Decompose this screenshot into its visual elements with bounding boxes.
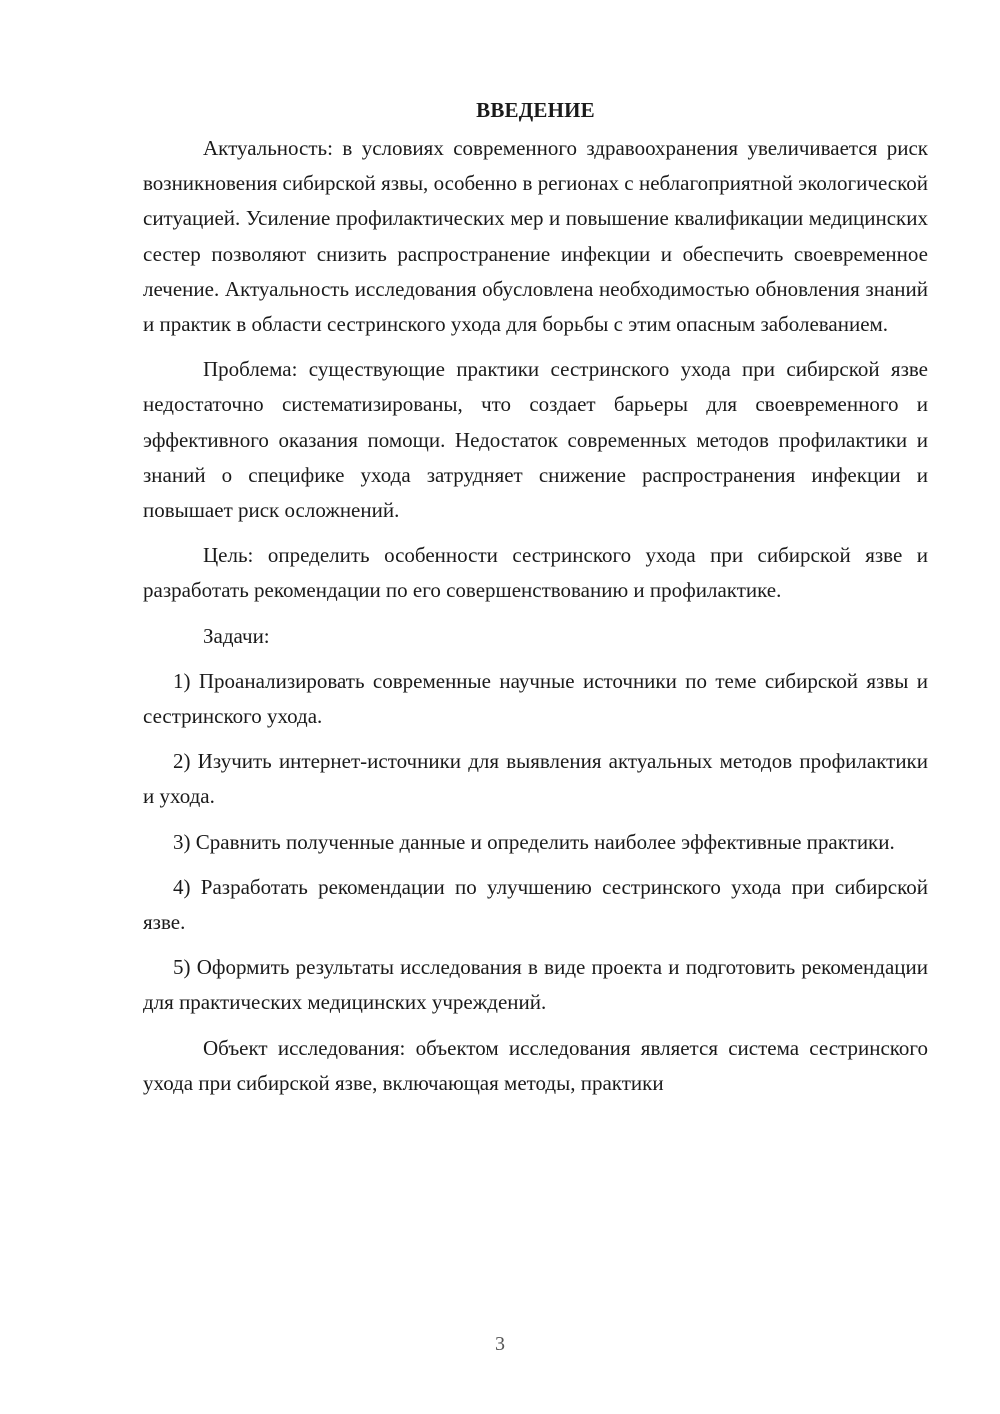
paragraph-goal: Цель: определить особенности сестринского ухода при сибирской язве и разработать рекомендации по его совершенствованию и профилактике.: [143, 543, 928, 603]
task-item: 3) Сравнить полученные данные и определить наиболее эффективные практики.: [173, 829, 895, 854]
task-item: 4) Разработать рекомендации по улучшению сестринского ухода при сибирской язве.: [143, 874, 928, 935]
task-item: 1) Проанализировать современные научные источники по теме сибирской язвы и сестринского ухода.: [143, 668, 928, 729]
document-page: [143, 95, 928, 1111]
task-item: 5) Оформить результаты исследования в виде проекта и подготовить рекомендации для практических медицинских учреждений.: [143, 955, 928, 1015]
paragraph-problem: Проблема: существующие практики сестринского ухода при сибирской язве недостаточно систематизированы, что создает барьеры для своевременного и эффективного оказания помощи. Недостаток современных методов профилактики и знаний о специфике ухода затрудняет снижение распространения инфекции и повышает риск осложнений.: [143, 357, 928, 523]
paragraph-object: Объект исследования: объектом исследования является система сестринского ухода при сибирской язве, включающая методы, практики: [143, 1035, 928, 1095]
tasks-list: [143, 664, 928, 1021]
paragraph-relevance: Актуальность: в условиях современного здравоохранения увеличивается риск возникновения сибирской язвы, особенно в регионах с неблагоприятной экологической ситуацией. Усиление профилактических мер и повышение квалификации медицинских сестер позволяют снизить распространение инфекции и обеспечить своевременное лечение. Актуальность исследования обусловлена необходимостью обновления знаний и практик в области сестринского ухода для борьбы с этим опасным заболеванием.: [143, 136, 928, 337]
section-title: ВВЕДЕНИЕ: [476, 98, 595, 122]
tasks-label: Задачи:: [203, 623, 270, 648]
task-item: 2) Изучить интернет-источники для выявления актуальных методов профилактики и ухода.: [143, 749, 928, 809]
page-number: 3: [495, 1333, 505, 1355]
